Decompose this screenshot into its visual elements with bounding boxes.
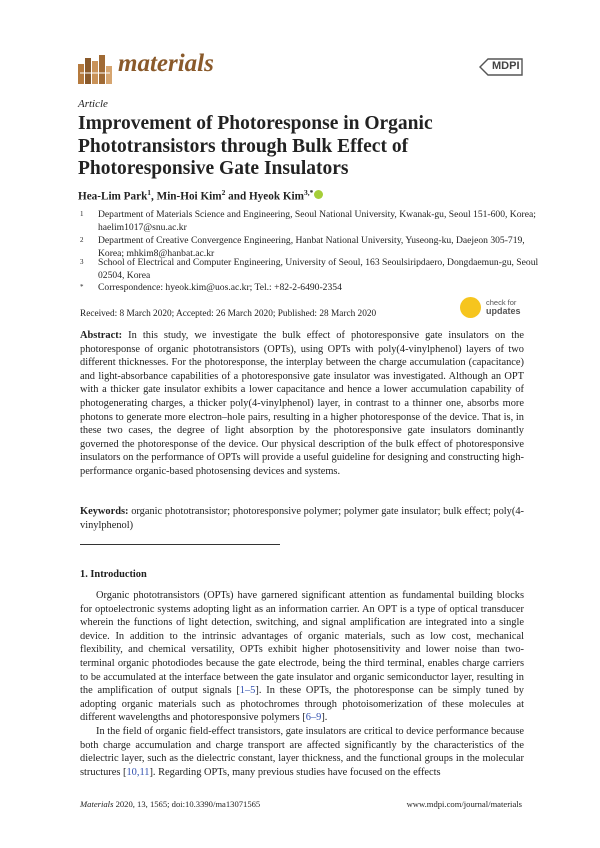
check-updates-icon [460,297,481,318]
affiliation-number: 1 [80,210,84,218]
affiliation-number: 3 [80,258,84,266]
paragraph-text: In the field of organic field-effect transistors, gate insulators are critical to device performance because both charge accumulation and charge transport are affected significantly by the characteristics of the dielectric layer, such as the dielectric constant, layer thickness, and the functional groups in the molecular structures [ [80,725,524,778]
paragraph [80,725,524,779]
author-name[interactable]: Hyeok Kim [248,190,304,203]
author-name[interactable]: Min-Hoi Kim [156,190,222,203]
affiliation-marker: 1 [147,188,152,197]
journal-name: materials [118,50,214,77]
author-name[interactable]: Hea-Lim Park [78,190,148,203]
citation-link[interactable]: 10,11 [126,766,150,778]
paper-title: Improvement of Photoresponse in Organic Phototransistors through Bulk Effect of Photoresponsive Gate Insulators [78,113,433,179]
author-list: Hea-Lim Park$^1$, Min-Hoi Kim$^2$ and Hyeok Kim$^{3,*}$ [78,188,323,203]
abstract-label: Abstract: [80,330,123,341]
affiliation-marker: 2 [221,188,226,197]
paragraph-text: ]. Regarding OPTs, many previous studies have focused on the effects [149,766,441,778]
affiliation-marker: 3,* [304,188,314,197]
check-for-updates-button[interactable] [460,297,528,319]
author-conjunction: and [228,190,247,203]
check-updates-line1: check for [486,298,517,307]
abstract [80,329,524,479]
affiliation-text: School of Electrical and Computer Engineering, University of Seoul, 163 Seoulsiripdaero, Dongdaemun-gu, Seoul 02504, Korea [98,257,539,281]
footer-citation-text: 2020, 13, 1565; doi:10.3390/ma13071565 [113,799,261,809]
orcid-icon[interactable] [314,190,323,199]
abstract-text: In this study, we investigate the bulk effect of photoresponsive gate insulators on the photoresponse of organic phototransistors (OPTs), using OPTs with poly(4-vinylphenol) layers of two different thicknesses. For the photoresponse, the interplay between the charge accumulation (capacitance) and light-absorbance capabilities of a photoresponsive gate insulator was investigated. Although an OPT with a thicker gate insulator exhibits a lower capacitance and hence a lower accumulation capability of photogenerating charges, a thicker poly(4-vinylphenol) layer, in contrast to a thinner one, absorbs more photons to generate more electron–hole pairs, resulting in a higher photoresponse of the device. That is, in these two cases, the degree of light absorption by the photoresponsive gate insulators dominantly governed the photoresponse of the device. Our physical description of the bulk effect of photoresponsive insulators on the performance of OPTs will provide a useful guideline for designing and constructing high-performance organic-based photosensing devices and systems. [80,330,524,477]
publication-dates: Received: 8 March 2020; Accepted: 26 March 2020; Published: 28 March 2020 [80,309,377,319]
mdpi-logo [478,57,524,77]
keywords [80,505,524,532]
publisher-name: MDPI [492,60,520,72]
correspondence-text: Correspondence: hyeok.kim@uos.ac.kr; Tel.: +82-2-6490-2354 [98,282,342,293]
affiliation-text: Department of Materials Science and Engineering, Seoul National University, Kwanak-gu, Seoul 151-600, Korea; haelim1017@snu.ac.kr [98,209,536,233]
citation-link[interactable]: 1–5 [239,685,256,697]
keywords-text: organic phototransistor; photoresponsive polymer; polymer gate insulator; bulk effect; poly(4-vinylphenol) [80,506,524,531]
journal-logo-icon [78,52,114,84]
affiliation-item [80,256,540,282]
footer-journal: Materials [80,799,114,809]
affiliation-number: 2 [80,236,84,244]
body-text [80,589,524,779]
check-updates-line2: updates [486,306,521,316]
footer-url[interactable]: www.mdpi.com/journal/materials [406,799,522,809]
affiliation-number: * [80,283,84,291]
paragraph-text: ]. [321,712,328,724]
affiliation-item [80,281,540,294]
article-type: Article [78,98,108,110]
citation-link[interactable]: 6–9 [305,712,322,724]
section-heading: 1. Introduction [80,569,147,580]
section-divider [80,544,280,545]
keywords-label: Keywords: [80,506,129,517]
paragraph [80,589,524,725]
paragraph-text: Organic phototransistors (OPTs) have garnered significant attention as fundamental building blocks for optoelectronic systems adopting light as an information carrier. An OPT is a type of optical transducer wherein the functions of light detection, switching, and signal amplification are integrated into a single device. In addition to the intrinsic advantages of organic materials, such as low cost, mechanical flexibility, and chemical versatility, OPTs exhibit higher photosensitivity and lower noise than two-terminal organic photodiodes because the gate electrode, being the third terminal, enables charge carriers to be accumulated at the interface between the gate insulator and organic semiconductor layer, resulting in the amplification of output signals [ [80,590,524,697]
footer-citation [80,799,260,809]
paragraph-text: ]. In these OPTs, the photoresponse can be simply tuned by adopting organic materials such as photochromes through photoisomerization of these molecules at different wavelengths and photoresponsive polymers [ [80,685,524,724]
affiliation-item [80,208,540,234]
affiliation-text: Department of Creative Convergence Engineering, Hanbat National University, Yuseong-ku, Daejeon 305-719, Korea; mhkim8@hanbat.ac.kr [98,235,525,259]
